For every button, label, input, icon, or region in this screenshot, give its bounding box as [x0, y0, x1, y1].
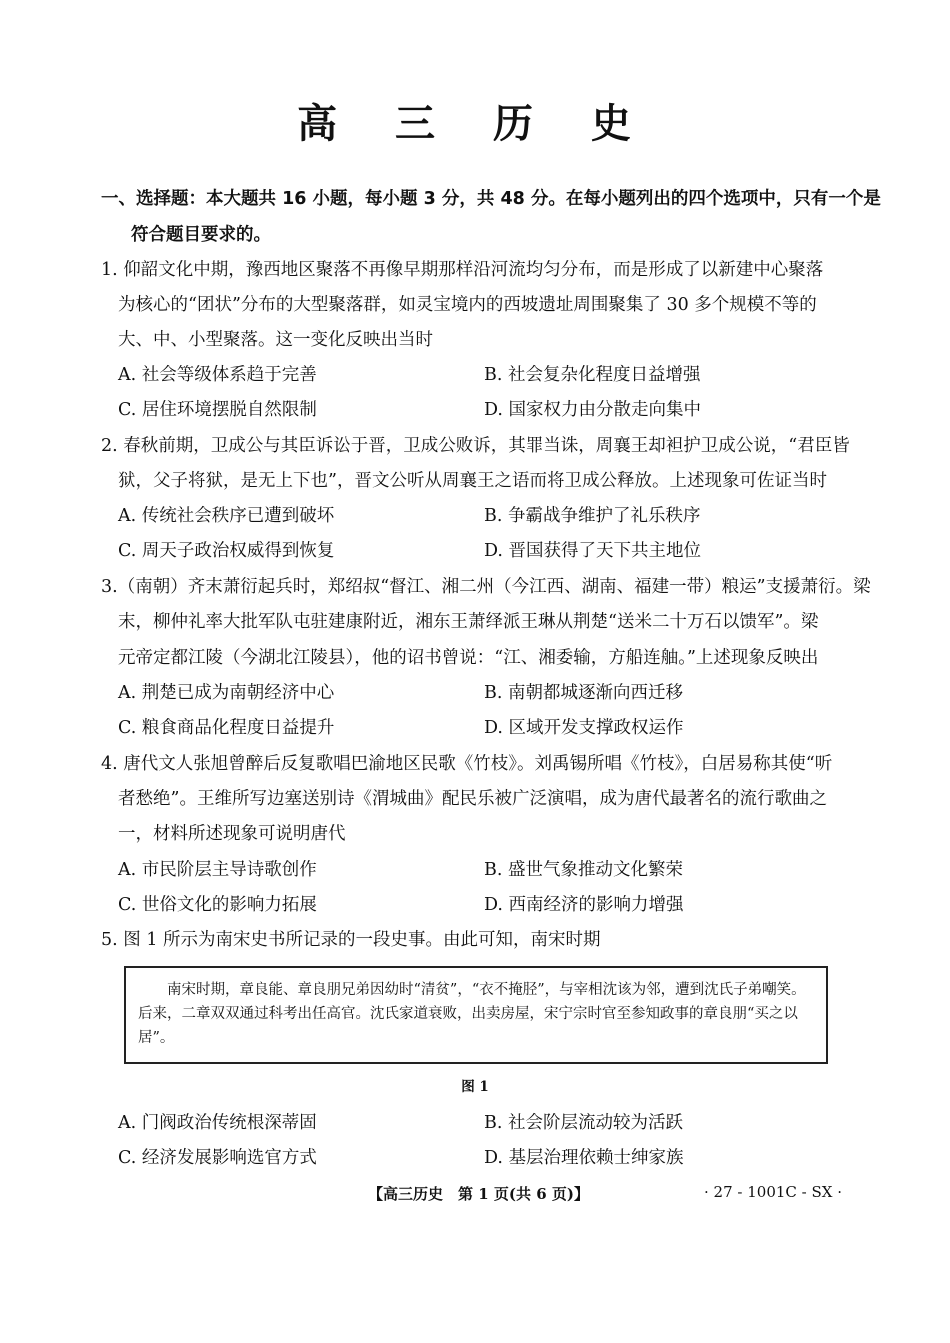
q1-line-3: 大、中、小型聚落。这一变化反映出当时: [118, 330, 433, 350]
q5-option-d: D. 基层治理依赖士绅家族: [484, 1148, 684, 1168]
q4-option-c: C. 世俗文化的影响力拓展: [118, 895, 317, 915]
q4-line-2: 者愁绝”。王维所写边塞送别诗《渭城曲》配民乐被广泛演唱，成为唐代最著名的流行歌曲之: [118, 789, 827, 809]
figure-1-caption: 图 1: [461, 1079, 489, 1095]
q1-option-b: B. 社会复杂化程度日益增强: [484, 365, 701, 385]
figure-1-box: [124, 966, 828, 1064]
q1-line-1: 1. 仰韶文化中期，豫西地区聚落不再像早期那样沿河流均匀分布，而是形成了以新建中心聚落: [101, 260, 824, 280]
q3-line-2: 末，柳仲礼率大批军队屯驻建康附近，湘东王萧绎派王琳从荆楚“送米二十万石以馈军”。梁: [118, 612, 819, 632]
page-title: 高 三 历 史: [297, 101, 653, 147]
footer-exam-code: · 27 - 1001C - SX ·: [704, 1183, 842, 1201]
footer-page-info: 【高三历史 第 1 页(共 6 页)】: [368, 1185, 589, 1203]
q3-option-b: B. 南朝都城逐渐向西迁移: [484, 683, 683, 703]
q2-line-2: 狱，父子将狱，是无上下也”，晋文公听从周襄王之语而将卫成公释放。上述现象可佐证当时: [118, 471, 827, 491]
q1-option-c: C. 居住环境摆脱自然限制: [118, 400, 317, 420]
q1-line-2: 为核心的“团状”分布的大型聚落群，如灵宝境内的西坡遗址周围聚集了 30 多个规模不等的: [118, 295, 817, 315]
q2-line-1: 2. 春秋前期，卫成公与其臣诉讼于晋，卫成公败诉，其罪当诛，周襄王却袒护卫成公说，“君臣皆: [101, 436, 850, 456]
q3-line-1: 3.（南朝）齐末萧衍起兵时，郑绍叔“督江、湘二州（今江西、湖南、福建一带）粮运”支援萧衍。梁: [101, 577, 871, 597]
q1-option-a: A. 社会等级体系趋于完善: [118, 365, 317, 385]
figure-1-text: 南宋时期，章良能、章良朋兄弟因幼时“清贫”，“衣不掩胫”，与宰相沈该为邻，遭到沈氏子弟嘲笑。后来，二章双双通过科考出任高官。沈氏家道衰败，出卖房屋，宋宁宗时官至参知政事的章良朋“买之以居”。: [138, 982, 806, 1046]
q5-option-a: A. 门阀政治传统根深蒂固: [118, 1113, 317, 1133]
q2-option-d: D. 晋国获得了天下共主地位: [484, 541, 702, 561]
q4-option-d: D. 西南经济的影响力增强: [484, 895, 684, 915]
q1-option-d: D. 国家权力由分散走向集中: [484, 400, 702, 420]
q3-option-c: C. 粮食商品化程度日益提升: [118, 718, 335, 738]
q3-option-d: D. 区域开发支撑政权运作: [484, 718, 684, 738]
q2-option-a: A. 传统社会秩序已遭到破坏: [118, 506, 335, 526]
q4-line-3: 一，材料所述现象可说明唐代: [118, 824, 346, 844]
q3-line-3: 元帝定都江陵（今湖北江陵县），他的诏书曾说：“江、湘委输，方船连舳。”上述现象反映出: [118, 648, 819, 668]
q5-option-c: C. 经济发展影响选官方式: [118, 1148, 317, 1168]
section-heading-line2: 符合题目要求的。: [131, 225, 271, 245]
section-heading-line1: 一、选择题：本大题共 16 小题，每小题 3 分，共 48 分。在每小题列出的四个选项中，只有一个是: [101, 189, 881, 209]
q2-option-c: C. 周天子政治权威得到恢复: [118, 541, 335, 561]
q4-option-b: B. 盛世气象推动文化繁荣: [484, 860, 683, 880]
q3-option-a: A. 荆楚已成为南朝经济中心: [118, 683, 335, 703]
q5-option-b: B. 社会阶层流动较为活跃: [484, 1113, 683, 1133]
q4-line-1: 4. 唐代文人张旭曾醉后反复歌唱巴渝地区民歌《竹枝》。刘禹锡所唱《竹枝》，白居易称其使“听: [101, 754, 833, 774]
q4-option-a: A. 市民阶层主导诗歌创作: [118, 860, 317, 880]
q2-option-b: B. 争霸战争维护了礼乐秩序: [484, 506, 701, 526]
q5-line-1: 5. 图 1 所示为南宋史书所记录的一段史事。由此可知，南宋时期: [101, 930, 601, 950]
